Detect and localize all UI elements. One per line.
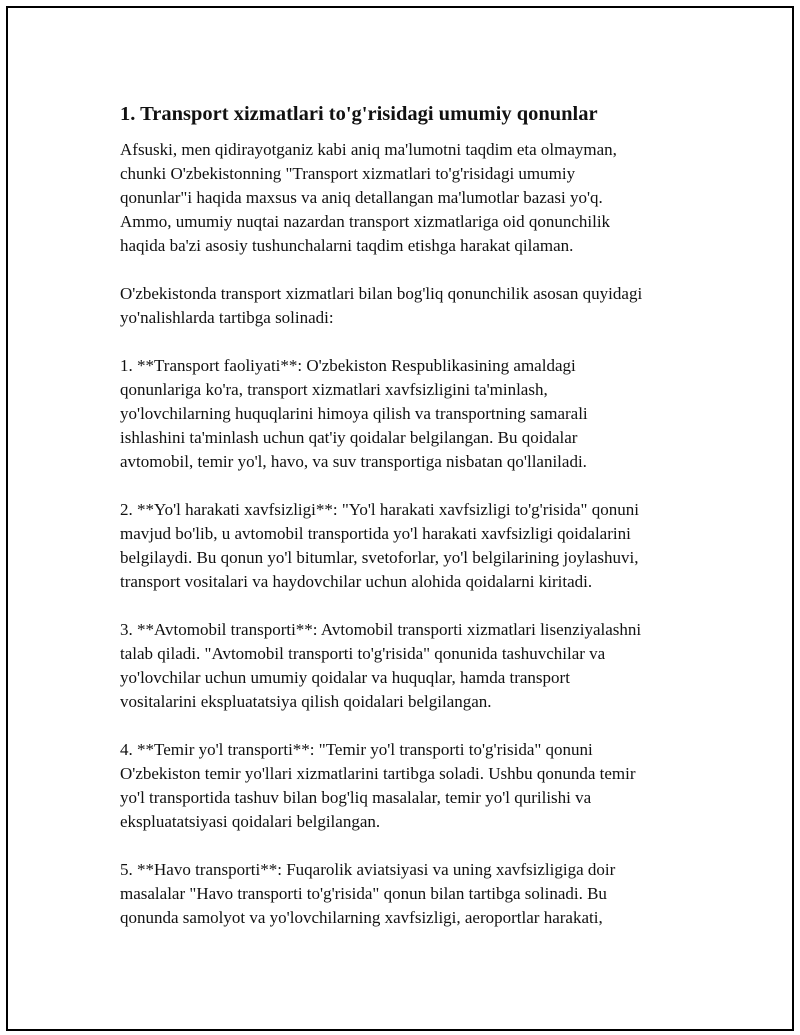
- text-line: yo'l transportida tashuv bilan bog'liq masalalar, temir yo'l qurilishi va: [120, 788, 592, 807]
- page-frame: [6, 6, 794, 1031]
- text-line: haqida ba'zi asosiy tushunchalarni taqdim etishga harakat qilaman.: [120, 236, 574, 255]
- document-body: [120, 100, 700, 954]
- list-item-railway-transport: [120, 738, 700, 834]
- text-line: O'zbekistonda transport xizmatlari bilan bog'liq qonunchilik asosan quyidagi: [120, 284, 643, 303]
- text-line: yo'lovchilarning huquqlarini himoya qilish va transportning samarali: [120, 404, 588, 423]
- text-line: ishlashini ta'minlash uchun qat'iy qoidalar belgilangan. Bu qoidalar: [120, 428, 578, 447]
- text-line: 5. **Havo transporti**: Fuqarolik aviatsiyasi va uning xavfsizligiga doir: [120, 860, 616, 879]
- text-line: yo'lovchilar uchun umumiy qoidalar va huquqlar, hamda transport: [120, 668, 570, 687]
- section-heading: 1. Transport xizmatlari to'g'risidagi umumiy qonunlar: [120, 103, 598, 125]
- text-line: vositalarini ekspluatatsiya qilish qoidalari belgilangan.: [120, 692, 492, 711]
- text-line: chunki O'zbekistonning "Transport xizmatlari to'g'risidagi umumiy: [120, 164, 576, 183]
- list-item-air-transport: [120, 858, 700, 930]
- text-line: qonunlar"i haqida maxsus va aniq detallangan ma'lumotlar bazasi yo'q.: [120, 188, 603, 207]
- text-line: 4. **Temir yo'l transporti**: "Temir yo'l transporti to'g'risida" qonuni: [120, 740, 593, 759]
- text-line: O'zbekiston temir yo'llari xizmatlarini tartibga soladi. Ushbu qonunda temir: [120, 764, 636, 783]
- list-item-transport-activity: [120, 354, 700, 474]
- text-line: avtomobil, temir yo'l, havo, va suv transportiga nisbatan qo'llaniladi.: [120, 452, 587, 471]
- text-line: Afsuski, men qidirayotganiz kabi aniq ma'lumotni taqdim eta olmayman,: [120, 140, 617, 159]
- text-line: qonunda samolyot va yo'lovchilarning xavfsizligi, aeroportlar harakati,: [120, 908, 603, 927]
- intro-paragraph: [120, 138, 700, 258]
- text-line: 1. **Transport faoliyati**: O'zbekiston Respublikasining amaldagi: [120, 356, 576, 375]
- text-line: transport vositalari va haydovchilar uchun alohida qoidalarni kiritadi.: [120, 572, 593, 591]
- text-line: belgilaydi. Bu qonun yo'l bitumlar, svetoforlar, yo'l belgilarining joylashuvi,: [120, 548, 639, 567]
- text-line: 3. **Avtomobil transporti**: Avtomobil transporti xizmatlari lisenziyalashni: [120, 620, 642, 639]
- text-line: masalalar "Havo transporti to'g'risida" qonun bilan tartibga solinadi. Bu: [120, 884, 607, 903]
- text-line: ekspluatatsiyasi qoidalari belgilangan.: [120, 812, 381, 831]
- list-item-road-safety: [120, 498, 700, 594]
- text-line: qonunlariga ko'ra, transport xizmatlari xavfsizligini ta'minlash,: [120, 380, 548, 399]
- text-line: Ammo, umumiy nuqtai nazardan transport xizmatlariga oid qonunchilik: [120, 212, 611, 231]
- text-line: mavjud bo'lib, u avtomobil transportida yo'l harakati xavfsizligi qoidalarini: [120, 524, 631, 543]
- list-item-automobile-transport: [120, 618, 700, 714]
- text-line: 2. **Yo'l harakati xavfsizligi**: "Yo'l harakati xavfsizligi to'g'risida" qonuni: [120, 500, 639, 519]
- text-line: talab qiladi. "Avtomobil transporti to'g'risida" qonunida tashuvchilar va: [120, 644, 606, 663]
- text-line: yo'nalishlarda tartibga solinadi:: [120, 308, 334, 327]
- overview-paragraph: [120, 282, 700, 330]
